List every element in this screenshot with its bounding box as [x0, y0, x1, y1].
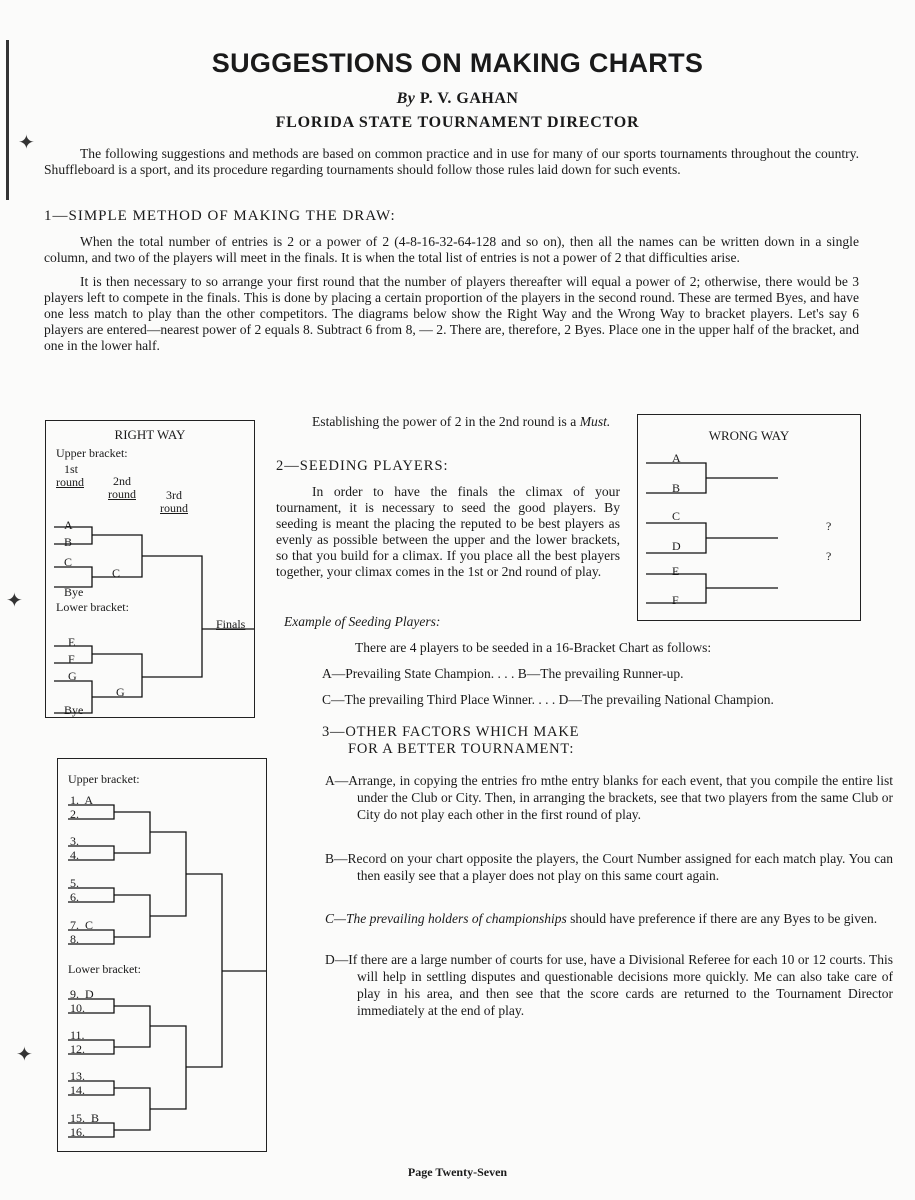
item-c	[325, 910, 893, 927]
slot-label: 9. D	[70, 987, 94, 1001]
question-mark: ?	[826, 549, 832, 563]
entry-label: B	[64, 535, 73, 549]
item-c-italic: C—The prevailing holders of championships	[325, 911, 567, 926]
slot-label: 1. A	[70, 793, 94, 807]
upper-bracket-label: Upper bracket:	[68, 772, 140, 786]
slot-label: 13.	[70, 1069, 85, 1083]
sixteen-bracket-diagram	[57, 758, 267, 1152]
example-text: There are 4 players to be seeded in a 16-Bracket Chart as follows:	[355, 640, 712, 655]
right-way-title: RIGHT WAY	[114, 427, 186, 442]
lower-bracket-label: Lower bracket:	[68, 962, 141, 976]
wrong-entry-label: F	[672, 593, 679, 607]
sixteen-bracket-lines	[58, 759, 266, 1151]
entry-label: F	[68, 652, 75, 666]
upper-bracket-label: Upper bracket:	[56, 446, 128, 460]
item-c-text: should have preference if there are any Byes to be given.	[570, 911, 878, 926]
round1-text: 1st	[64, 462, 79, 476]
round3-word: round	[160, 501, 188, 515]
question-mark: ?	[826, 519, 832, 533]
slot-label: 16.	[70, 1125, 85, 1139]
item-b-text: B—Record on your chart opposite the players, the Court Number assigned for each match play. You can then easily see that a player does not play on this same court again.	[325, 851, 893, 883]
item-b	[325, 850, 893, 884]
section1-p1: When the total number of entries is 2 or a power of 2 (4-8-16-32-64-128 and so on), then all the names can be written down in a single column, and two of the players will meet in the finals. It is when the total list of entries is not a power of 2 that difficulties arise.	[44, 234, 859, 265]
must-word: Must.	[579, 414, 611, 429]
margin-bird-icon: ✦	[18, 132, 35, 154]
wrong-entry-label: B	[672, 481, 681, 495]
seed-line-2: C—The prevailing Third Place Winner. . . . D—The prevailing National Champion.	[322, 692, 774, 707]
wrong-entry-label: D	[672, 539, 681, 553]
second-round-label: G	[116, 685, 125, 699]
seed-line-1: A—Prevailing State Champion. . . . B—The prevailing Runner-up.	[322, 666, 684, 681]
slot-label: 3.	[70, 834, 79, 848]
author-role: FLORIDA STATE TOURNAMENT DIRECTOR	[275, 114, 640, 131]
page-title: SUGGESTIONS ON MAKING CHARTS	[211, 48, 704, 78]
wrong-way-title: WRONG WAY	[708, 428, 790, 443]
finals-label: Finals	[216, 617, 246, 631]
section2-text: In order to have the finals the climax of your tournament, it is necessary to seed the good players. By seeding is meant the placing the reputed to be best players as evenly as possible between the upper and the lower brackets, so that you build for a climax. If you place all the best players together, your climax comes in the 1st or 2nd round of play.	[276, 484, 620, 579]
slot-label: 2.	[70, 807, 79, 821]
item-d	[325, 951, 893, 1019]
wrong-way-diagram	[637, 414, 861, 621]
section1-body	[44, 234, 859, 354]
margin-bird-icon: ✦	[6, 590, 23, 612]
section1-heading: 1—SIMPLE METHOD OF MAKING THE DRAW:	[44, 208, 396, 224]
entry-label: C	[64, 555, 73, 569]
entry-label: Bye	[64, 585, 84, 599]
slot-label: 8.	[70, 932, 79, 946]
section3-heading-line1: 3—OTHER FACTORS WHICH MAKE	[322, 724, 580, 740]
round3-text: 3rd	[166, 488, 182, 502]
entry-label: A	[64, 518, 73, 532]
slot-label: 7. C	[70, 918, 94, 932]
item-a	[325, 772, 893, 823]
intro-paragraph	[44, 146, 859, 178]
wrong-entry-label: A	[672, 451, 681, 465]
slot-label: 6.	[70, 890, 79, 904]
intro-text: The following suggestions and methods are based on common practice and in use for many of our sports tournaments throughout the country. Shuffleboard is a sport, and its procedure regarding tournaments should follow those rules laid down for such events.	[44, 146, 859, 177]
section2-heading: 2—SEEDING PLAYERS:	[276, 458, 449, 474]
slot-label: 11.	[70, 1028, 85, 1042]
slot-label: 12.	[70, 1042, 85, 1056]
round1-word: round	[56, 475, 84, 489]
entry-label: Bye	[64, 703, 84, 717]
right-way-diagram	[45, 420, 255, 718]
entry-label: E	[68, 635, 76, 649]
author: P. V. GAHAN	[419, 90, 519, 107]
right-way-bracket-lines	[46, 421, 254, 717]
margin-bird-icon: ✦	[16, 1044, 33, 1066]
must-line	[276, 414, 620, 430]
slot-label: 15. B	[70, 1111, 100, 1125]
section2-body	[276, 484, 620, 580]
entry-label: G	[68, 669, 77, 683]
item-d-text: D—If there are a large number of courts for use, have a Divisional Referee for each 10 or 12 courts. This will help in settling disputes and questionable decisions more quickly. Me can also take care of play in his area, and then see that the score cards are returned to the Tournament Director immediately at the end of play.	[325, 952, 893, 1018]
item-a-text: A—Arrange, in copying the entries fro mthe entry blanks for each event, that you compile the entire list under the Club or City. Then, in arranging the brackets, see that two players from the same Club or City do not play each other in the first round of play.	[325, 773, 893, 822]
page-number: Page Twenty-Seven	[407, 1165, 508, 1179]
byline	[0, 90, 915, 108]
section3-heading-line2: FOR A BETTER TOURNAMENT:	[348, 741, 575, 757]
second-round-label: C	[112, 566, 121, 580]
wrong-entry-label: C	[672, 509, 681, 523]
section1-p2: It is then necessary to so arrange your first round that the number of players thereafter will equal a power of 2; otherwise, there would be 3 players left to compete in the finals. This is done by placing a certain proportion of the players in the second round. These are termed Byes, and have one less match to play than the other competitors. The diagrams below show the Right Way and the Wrong Way to bracket players. Let's say 6 players are entered—nearest power of 2 equals 8. Subtract 6 from 8, — 2. There are, therefore, 2 Byes. Place one in the upper half of the bracket, and one in the lower half.	[44, 274, 859, 353]
slot-label: 5.	[70, 876, 79, 890]
must-text: Establishing the power of 2 in the 2nd round is a	[312, 414, 577, 429]
lower-bracket-label: Lower bracket:	[56, 600, 129, 614]
slot-label: 4.	[70, 848, 79, 862]
slot-label: 14.	[70, 1083, 85, 1097]
slot-label: 10.	[70, 1001, 85, 1015]
round2-word: round	[108, 487, 136, 501]
byline-prefix: By	[396, 90, 416, 107]
round2-text: 2nd	[113, 474, 131, 488]
wrong-entry-label: E	[672, 564, 680, 578]
example-heading: Example of Seeding Players:	[284, 614, 441, 629]
must-paragraph	[276, 414, 620, 430]
